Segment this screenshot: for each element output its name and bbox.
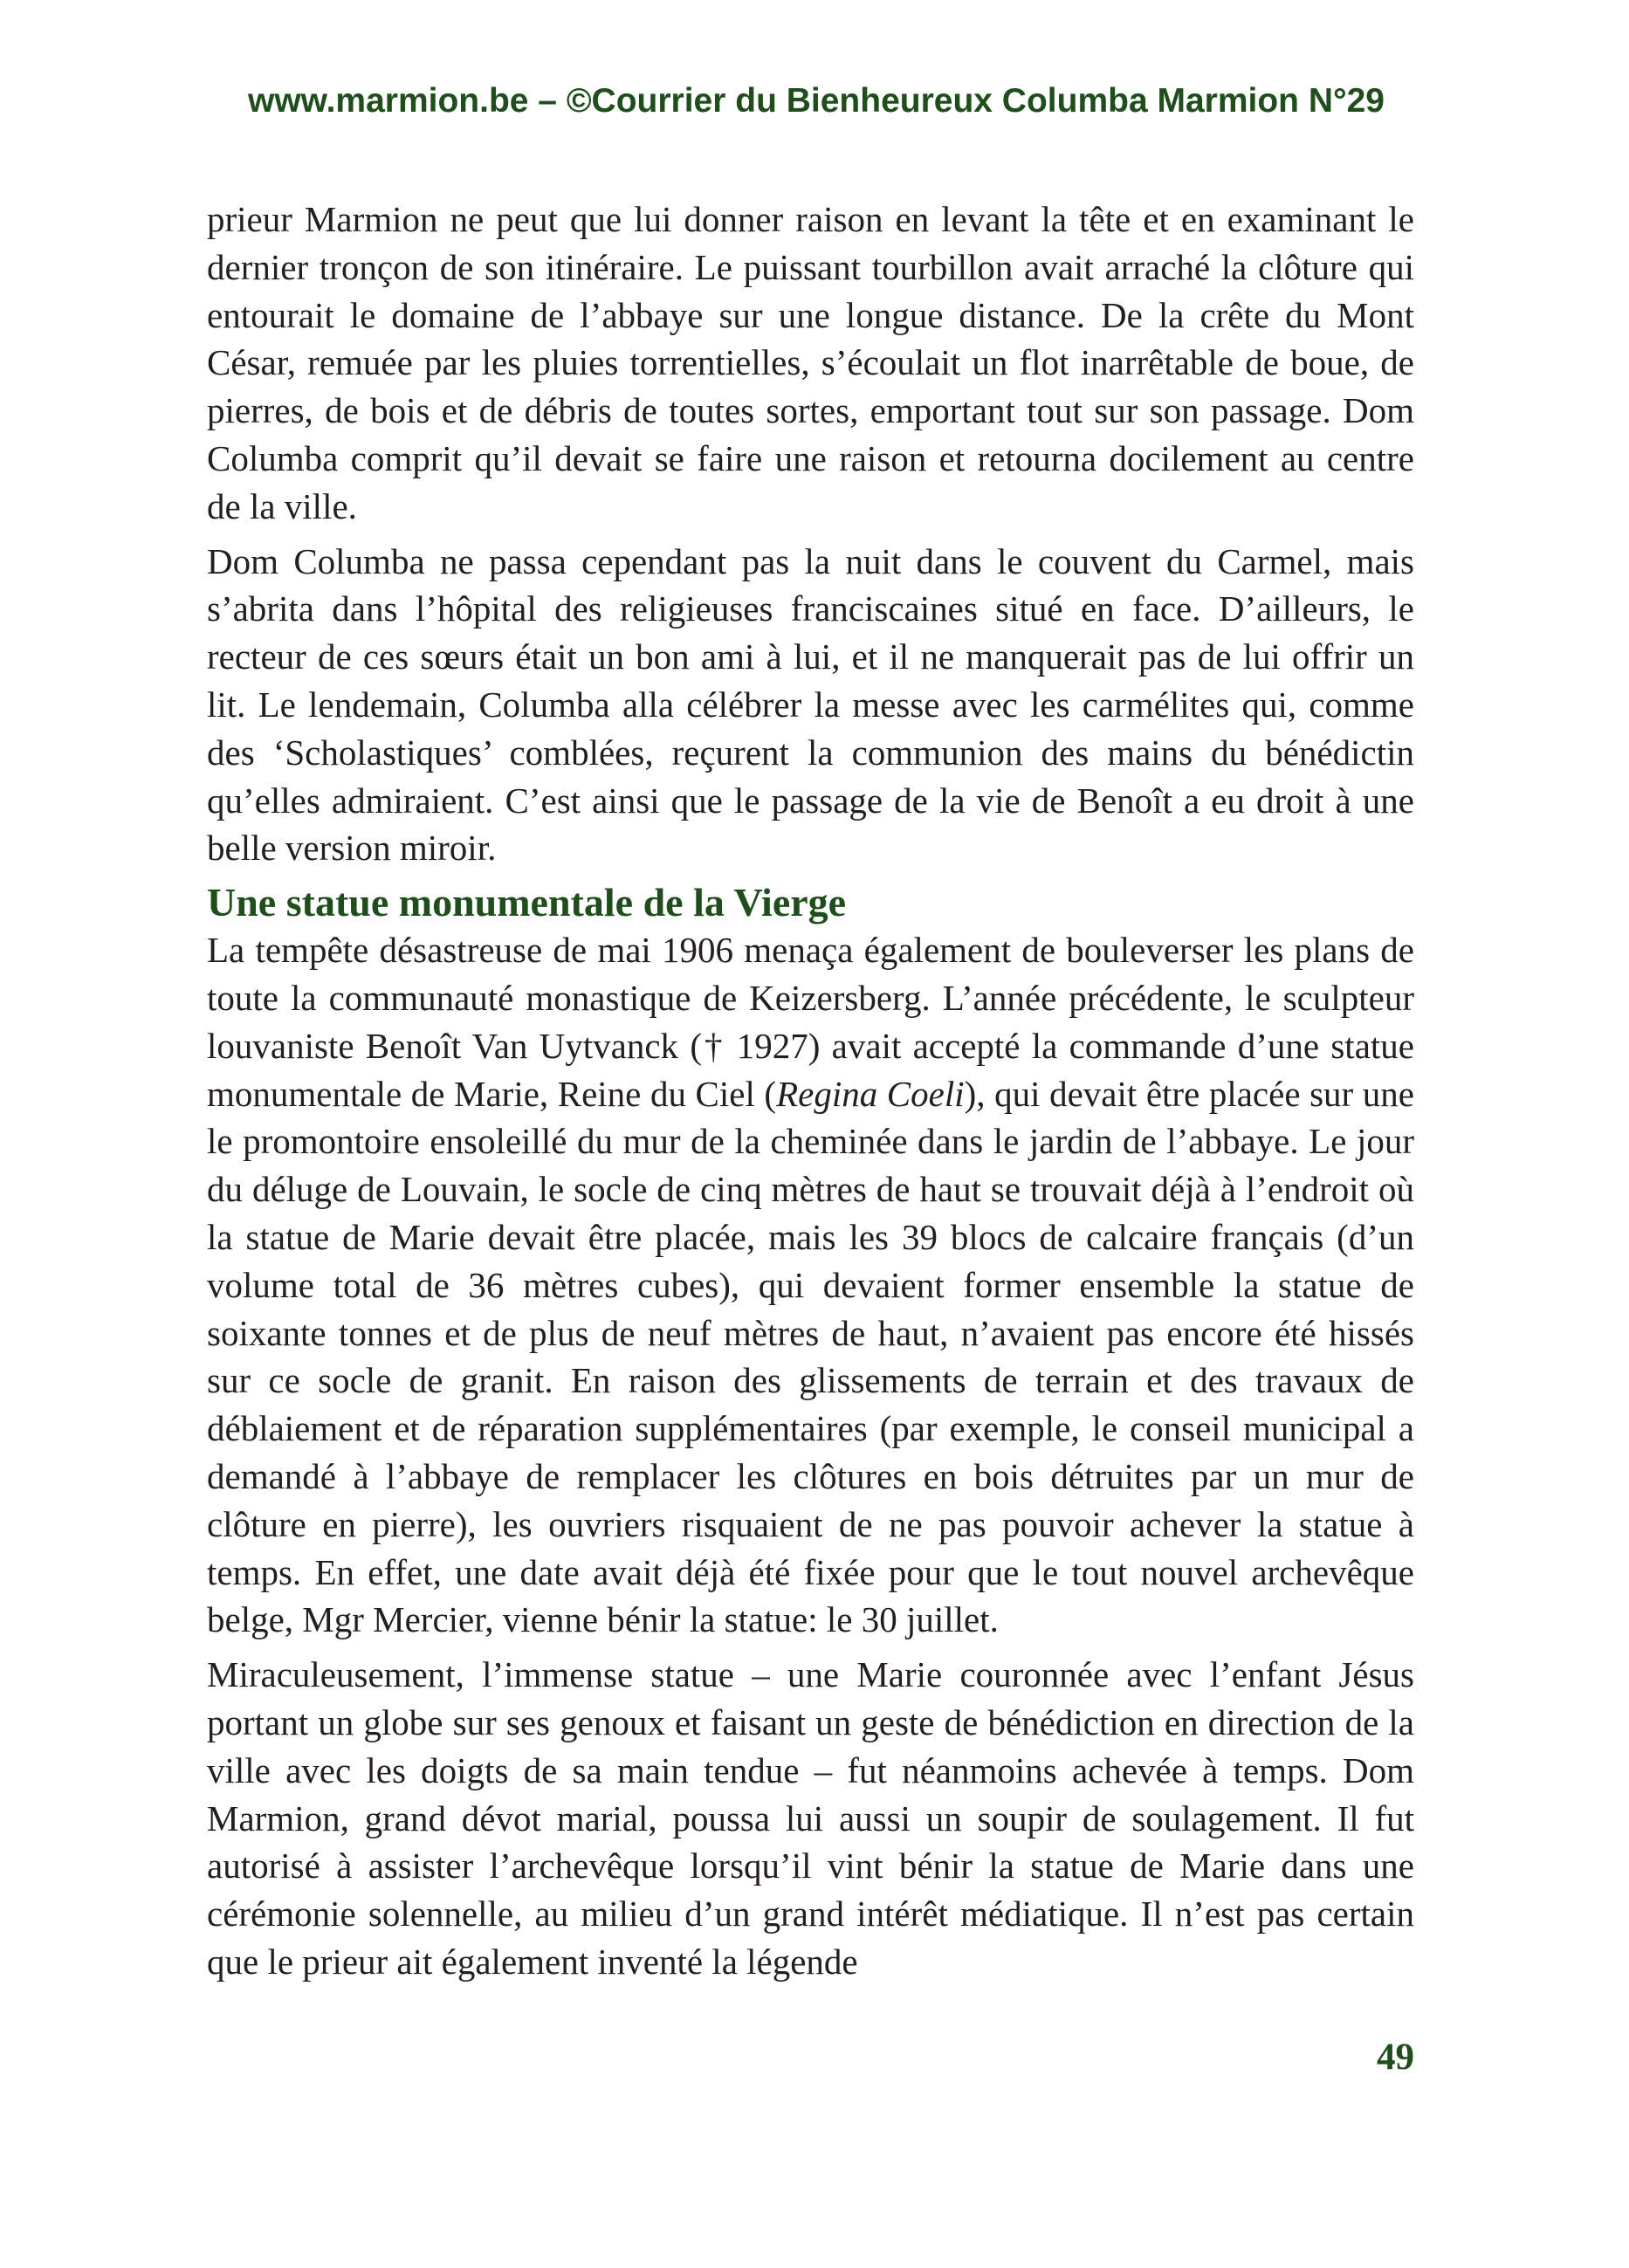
section-heading: Une statue monumentale de la Vierge [207,880,847,925]
paragraph-3-part-1: La tempête désastreuse de mai 1906 menaça également de bouleverser les plans de toute la communauté monastique de Keizersberg. L’année précédente, le sculpteur louvaniste Benoît Van Uytvanck († 1927) avait accepté la commande d’une statue monumentale de Marie, Reine du Ciel ( [207,930,1414,1114]
running-header-text: www.marmion.be – ©Courrier du Bienheureux Columba Marmion N°29 [248,82,1385,120]
paragraph-3-italic: Regina Coeli [776,1073,965,1114]
paragraph-4: Miraculeusement, l’immense statue – une Marie couronnée avec l’enfant Jésus portant un globe sur ses genoux et faisant un geste de bénédiction en direction de la ville avec les doigts de sa main tendue – fut néanmoins achevée à temps. Dom Marmion, grand dévot marial, poussa lui aussi un soupir de soulagement. Il fut autorisé à assister l’archevêque lorsqu’il vint bénir la statue de Marie dans une cérémonie solennelle, au milieu d’un grand intérêt médiatique. Il n’est pas certain que le prieur ait également inventé la légende [207,1654,1414,1982]
paragraph-3-part-2: ), qui devait être placée sur une le promontoire ensoleillé du mur de la cheminée dans le jardin de l’abbaye. Le jour du déluge de Louvain, le socle de cinq mètres de haut se trouvait déjà à l’endroit où la statue de Marie devait être placée, mais les 39 blocs de calcaire français (d’un volume total de 36 mètres cubes), qui devaient former ensemble la statue de soixante tonnes et de plus de neuf mètres de haut, n’avaient pas encore été hissés sur ce socle de granit. En raison des glissements de terrain et des travaux de déblaiement et de réparation supplémentaires (par exemple, le conseil municipal a demandé à l’abbaye de remplacer les clôtures en bois détruites par un mur de clôture en pierre), les ouvriers risquaient de ne pas pouvoir achever la statue à temps. En effet, une date avait déjà été fixée pour que le tout nouvel archevêque belge, Mgr Mercier, vienne bénir la statue: le 30 juillet. [207,1073,1414,1640]
paragraph-3 [207,926,1414,1644]
paragraph-1: prieur Marmion ne peut que lui donner raison en levant la tête et en examinant le dernier tronçon de son itinéraire. Le puissant tourbillon avait arraché la clôture qui entourait le domaine de l’abbaye sur une longue distance. De la crête du Mont César, remuée par les pluies torrentielles, s’écoulait un flot inarrêtable de boue, de pierres, de bois et de débris de toutes sortes, emportant tout sur son passage. Dom Columba comprit qu’il devait se faire une raison et retourna docilement au centre de la ville. [207,199,1414,526]
running-header [205,80,1427,122]
article-body [207,196,1414,1993]
page-number: 49 [1377,2037,1414,2078]
paragraph-2: Dom Columba ne passa cependant pas la nuit dans le couvent du Carmel, mais s’abrita dans l’hôpital des religieuses franciscaines situé en face. D’ailleurs, le recteur de ces sœurs était un bon ami à lui, et il ne manquerait pas de lui offrir un lit. Le lendemain, Columba alla célébrer la messe avec les carmélites qui, comme des ‘Scholastiques’ comblées, reçurent la communion des mains du bénédictin qu’elles admiraient. C’est ainsi que le passage de la vie de Benoît a eu droit à une belle version miroir. [207,540,1414,869]
